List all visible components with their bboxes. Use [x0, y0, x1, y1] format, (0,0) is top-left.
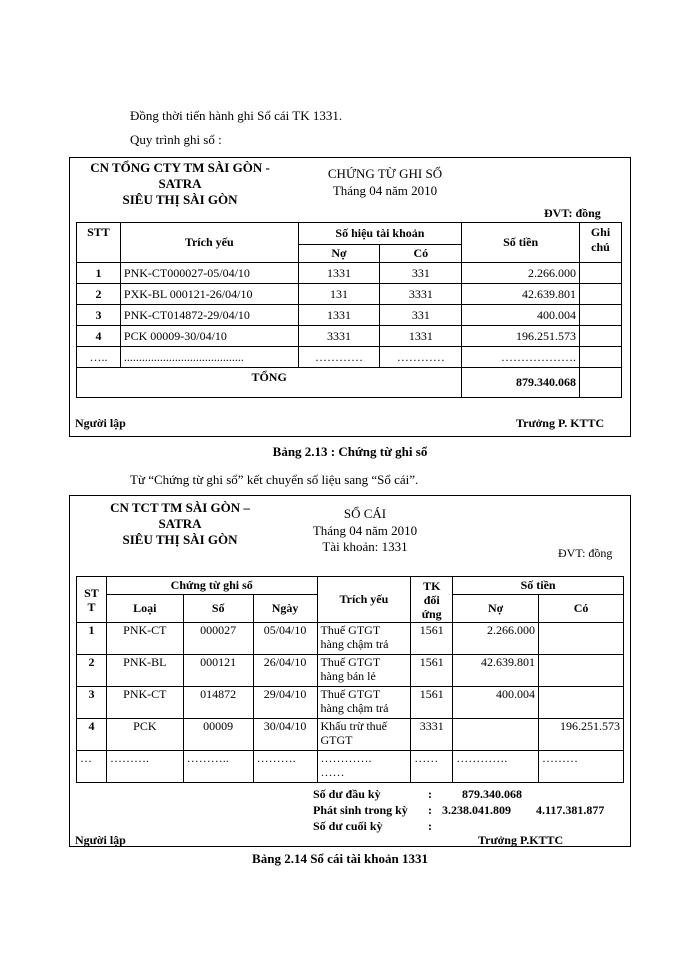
socai-so: 00009 [183, 719, 253, 751]
socai-h-so: Số [183, 595, 253, 623]
ctgs-h-stt: STT [77, 223, 121, 263]
socai-h-tk-3: ứng [421, 606, 442, 621]
socai-desc-1: Thuế GTGT [320, 687, 381, 701]
ctgs-dots-stt: ….. [77, 347, 121, 368]
ctgs-h-no: Nợ [298, 245, 380, 263]
socai-company-line3: SIÊU THỊ SÀI GÒN [122, 532, 238, 547]
table-row [77, 719, 624, 751]
socai-h-tk [411, 577, 453, 623]
table-row [77, 623, 624, 655]
socai-h-stt-2: T [87, 599, 96, 614]
socai-ps-co: 4.117.381.877 [536, 803, 605, 817]
socai-stt: 2 [77, 655, 107, 687]
socai-colon-3: : [428, 819, 432, 833]
socai-loai: PNK-BL [106, 655, 183, 687]
socai-caption: Bảng 2.14 Sổ cái tài khoản 1331 [252, 851, 428, 866]
ctgs-note [580, 305, 622, 326]
socai-month: Tháng 04 năm 2010 [312, 523, 418, 538]
socai-loai: PNK-CT [106, 623, 183, 655]
ctgs-stt: 1 [77, 263, 121, 284]
ctgs-desc: PCK 00009-30/04/10 [120, 326, 298, 347]
socai-so: 000027 [183, 623, 253, 655]
socai-no: 400.004 [453, 687, 539, 719]
ctgs-h-so-tien: Số tiền [462, 223, 580, 263]
socai-dots-stt: … [77, 751, 107, 783]
socai-h-loai: Loại [106, 595, 183, 623]
socai-no: 42.639.801 [453, 655, 539, 687]
socai-ngay: 05/04/10 [253, 623, 317, 655]
socai-account: Tài khoản: 1331 [322, 539, 408, 554]
socai-dots-co: ……… [539, 751, 624, 783]
socai-stt: 4 [77, 719, 107, 751]
table-row [77, 751, 624, 783]
socai-colon-2: : [428, 803, 432, 817]
ctgs-amount: 2.266.000 [462, 263, 580, 284]
socai-desc-2: hàng chậm trả [320, 701, 389, 715]
socai-sd-dau-value: 879.340.068 [462, 787, 522, 801]
ctgs-co: 331 [380, 305, 462, 326]
socai-ngay: 30/04/10 [253, 719, 317, 751]
socai-no: 2.266.000 [453, 623, 539, 655]
socai-desc [317, 623, 411, 655]
socai-desc-1: Thuế GTGT [320, 623, 381, 637]
socai-desc [317, 719, 411, 751]
table-row [77, 305, 622, 326]
ctgs-stt: 2 [77, 284, 121, 305]
socai-tk: 1561 [411, 687, 453, 719]
socai-dvt: ĐVT: đồng [558, 546, 613, 560]
ctgs-note [580, 284, 622, 305]
ctgs-co: 331 [380, 263, 462, 284]
ctgs-caption: Bảng 2.13 : Chứng từ ghi sổ [272, 444, 428, 459]
socai-no [453, 719, 539, 751]
ctgs-co: 3331 [380, 284, 462, 305]
ctgs-box [69, 157, 631, 437]
table-row [77, 655, 624, 687]
ctgs-dots-no: ………… [298, 347, 380, 368]
ctgs-note [580, 263, 622, 284]
socai-dots-desc-1: …………. [320, 751, 372, 765]
ctgs-no: 1331 [298, 263, 380, 284]
socai-dots-loai: ………. [106, 751, 183, 783]
socai-table [76, 576, 624, 783]
socai-so: 000121 [183, 655, 253, 687]
table-row [77, 687, 624, 719]
ctgs-company [70, 160, 290, 208]
table-row [77, 284, 622, 305]
socai-desc [317, 655, 411, 687]
ctgs-h-co: Có [380, 245, 462, 263]
socai-co [539, 655, 624, 687]
socai-stt: 3 [77, 687, 107, 719]
ctgs-total-label: TỔNG [77, 368, 462, 398]
ctgs-title: CHỨNG TỪ GHI SỔ [327, 166, 443, 181]
socai-company-line1: CN TCT TM SÀI GÒN – [110, 500, 250, 515]
socai-colon-1: : [428, 787, 432, 801]
socai-loai: PCK [106, 719, 183, 751]
socai-co: 196.251.573 [539, 719, 624, 751]
ctgs-note [580, 326, 622, 347]
table-row-total [77, 368, 622, 398]
ctgs-amount: 42.639.801 [462, 284, 580, 305]
ctgs-company-line2: SATRA [158, 176, 202, 191]
ctgs-total-value: 879.340.068 [462, 368, 580, 398]
socai-h-so-tien: Số tiền [453, 577, 624, 595]
intro-line-1: Đồng thời tiến hành ghi Sổ cái TK 1331. [130, 108, 343, 123]
socai-h-ngay: Ngày [253, 595, 317, 623]
ctgs-stt: 3 [77, 305, 121, 326]
socai-ps-label: Phát sinh trong kỳ [313, 803, 408, 817]
socai-so: 014872 [183, 687, 253, 719]
socai-title: SỔ CÁI [343, 506, 387, 521]
socai-h-tk-2: đối [423, 592, 440, 607]
ctgs-company-line1: CN TỔNG CTY TM SÀI GÒN - [90, 160, 270, 175]
ctgs-dots-amount: ………………. [462, 347, 580, 368]
socai-h-stt [77, 577, 107, 623]
ctgs-stt: 4 [77, 326, 121, 347]
socai-h-co: Có [539, 595, 624, 623]
ctgs-amount: 400.004 [462, 305, 580, 326]
intro-line-3: Từ “Chứng từ ghi sổ” kết chuyển số liệu sang “Sổ cái”. [130, 472, 419, 487]
socai-desc-2: hàng chậm trả [320, 637, 389, 651]
ctgs-no: 3331 [298, 326, 380, 347]
socai-desc-2: hàng bán lẻ [320, 669, 376, 683]
ctgs-table [76, 222, 622, 398]
socai-dots-tk: …… [411, 751, 453, 783]
socai-tk: 1561 [411, 655, 453, 687]
ctgs-nguoi-lap: Người lập [75, 416, 126, 430]
socai-desc [317, 687, 411, 719]
ctgs-h-so-hieu: Số hiệu tài khoản [298, 223, 462, 245]
ctgs-no: 1331 [298, 305, 380, 326]
ctgs-month: Tháng 04 năm 2010 [332, 183, 438, 198]
table-row [77, 326, 622, 347]
socai-co [539, 623, 624, 655]
socai-sd-dau-label: Số dư đầu kỳ [313, 787, 381, 801]
ctgs-dots-desc: ........................................ [120, 347, 298, 368]
socai-co [539, 687, 624, 719]
socai-desc-1: Thuế GTGT [320, 655, 381, 669]
socai-stt: 1 [77, 623, 107, 655]
ctgs-h-trich-yeu: Trích yếu [120, 223, 298, 263]
ctgs-truong-p: Trưởng P. KTTC [516, 416, 605, 430]
ctgs-dvt: ĐVT: đồng [544, 206, 601, 220]
ctgs-desc: PXK-BL 000121-26/04/10 [120, 284, 298, 305]
socai-loai: PNK-CT [106, 687, 183, 719]
socai-h-stt-1: ST [84, 585, 99, 600]
ctgs-h-ghi-chu: Ghi chú [580, 223, 622, 263]
socai-tk: 3331 [411, 719, 453, 751]
ctgs-dots-co: ………… [380, 347, 462, 368]
socai-truong-p: Trưởng P.KTTC [478, 833, 564, 847]
ctgs-amount: 196.251.573 [462, 326, 580, 347]
socai-dots-desc-2: …… [320, 765, 345, 779]
socai-dots-so: ……….. [183, 751, 253, 783]
socai-sd-cuoi-label: Số dư cuối kỳ [313, 819, 383, 833]
ctgs-no: 131 [298, 284, 380, 305]
socai-h-trich-yeu: Trích yếu [317, 577, 411, 623]
socai-h-no: Nợ [453, 595, 539, 623]
socai-h-tk-1: TK [423, 578, 441, 593]
table-row [77, 347, 622, 368]
table-row [77, 263, 622, 284]
socai-dots-ngay: ………. [253, 751, 317, 783]
socai-ngay: 26/04/10 [253, 655, 317, 687]
socai-company-line2: SATRA [158, 516, 202, 531]
socai-nguoi-lap: Người lập [75, 833, 126, 847]
socai-desc-2: GTGT [320, 733, 353, 747]
ctgs-company-line3: SIÊU THỊ SÀI GÒN [122, 192, 238, 207]
socai-ps-no: 3.238.041.809 [442, 803, 511, 817]
socai-h-ctgs: Chứng từ ghi sổ [106, 577, 317, 595]
socai-dots-no: …………. [453, 751, 539, 783]
socai-dots-desc [317, 751, 411, 783]
socai-ngay: 29/04/10 [253, 687, 317, 719]
ctgs-desc: PNK-CT000027-05/04/10 [120, 263, 298, 284]
ctgs-co: 1331 [380, 326, 462, 347]
socai-desc-1: Khấu trừ thuế [320, 719, 387, 733]
socai-tk: 1561 [411, 623, 453, 655]
socai-company [70, 500, 290, 548]
socai-box [69, 495, 631, 847]
ctgs-desc: PNK-CT014872-29/04/10 [120, 305, 298, 326]
intro-line-2: Quy trình ghi sổ : [130, 132, 222, 147]
